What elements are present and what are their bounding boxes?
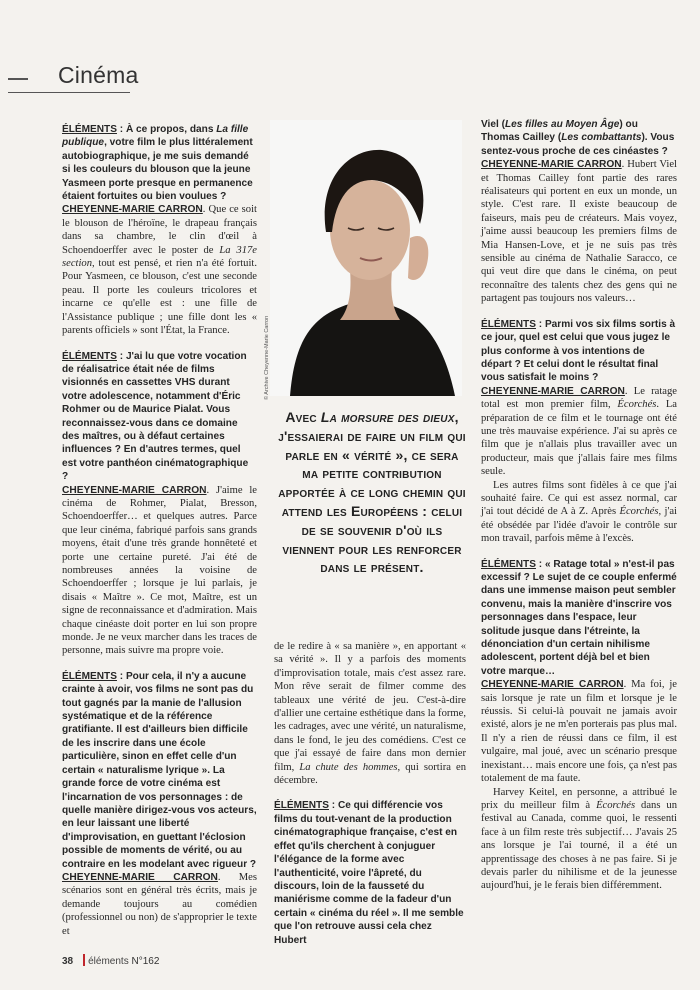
issue-number: N°162	[131, 956, 160, 967]
section-header	[8, 60, 139, 93]
question-3: ÉLÉMENTS : Pour cela, il n'y a aucune crainte à avoir, vos films ne sont pas du tout gagnés par la manie de l'allusion systématique et de la référence gratifiante. Il est d'ailleurs bien difficile de les inscrire dans une école particulière, sinon en effet celle d'un certain « naturalisme lyrique ». La grande force de votre cinéma est l'incarnation de vos personnages : de quelle manière dirigez-vous vos acteurs, en leur laissant une liberté d'improvisation, en guettant l'éclosion possible de moments de vérité, ou au contraire en les modelant avec rigueur ?	[62, 670, 257, 870]
question-5: ÉLÉMENTS : Parmi vos six films sortis à ce jour, quel est celui que vous jugez le plus conforme à vos intentions de départ ? Et celui dont le résultat final vous satisfait le moins ?	[481, 318, 676, 384]
question-1: ÉLÉMENTS : À ce propos, dans La fille publique, votre film le plus littéralement autobiographique, je me suis demandé si les couleurs du blouson que la jeune Yasmeen porte presque en permanence étaient fortuites ou bien voulues ?	[62, 124, 253, 203]
answer-1: CHEYENNE-MARIE CARRON. Que ce soit le blouson de l'héroïne, le drapeau français dans sa chambre, le clin d'œil à Schoendoerffer avec le poster de La 317e section, tout est pensé, et rien n'a été fortuit. Pour Yasmeen, ce blouson, c'est une seconde peau. Il porte les couleurs tricolores et incarne ce qu'elle est : une fille de l'Assistance publique ; une fille dont les « parents officiels » sont l'État, la France.	[62, 204, 257, 337]
header-rule-tick	[8, 78, 28, 80]
answer-5: CHEYENNE-MARIE CARRON. Le ratage total est mon premier film, Écorchés. La préparation de ce film et le tournage ont été une très mauvaise expérience. J'ai su après ce film que je n'allais plus travailler avec un producteur, mais que j'allais faire mes films seule.	[481, 385, 677, 478]
answer-2: CHEYENNE-MARIE CARRON. J'aime le cinéma de Rohmer, Pialat, Bresson, Schoendoerffer… et quelques autres. Parce que leur cinéma, fabriqué parfois sans grands moyens, était d'une très grande honnêteté et porte une certaine pureté. J'ai été de nombreuses années la voisine de Schoendoerffer ; lorsque je lui parlais, je disais « Maître ». Ce mot, Maître, est un signe de reconnaissance et d'admiration. Mais chaque cinéaste doit porter en lui son propre monde. Je ne veux marcher dans les traces de personne, mais suivre ma propre voie.	[62, 484, 257, 657]
answer-5-paragraph-2: Les autres films sont fidèles à ce que j'ai souhaité faire. Ce qui est assez normal, car j'ai tout décidé de A à Z. Après Écorchés, j'ai été obsédée par l'idée d'avoir le contrôle sur mon travail, parfois même à l'excès.	[481, 479, 677, 545]
pull-quote: Avec La morsure des dieux, j'essaierai de faire un film qui parle en « vérité », ce sera ma petite contribution apportée à ce long chemin qui attend les Européens : celui de se souvenir d'où ils viennent pour les renforcer dans le présent.	[278, 409, 466, 576]
photo-credit: © Archive Cheyenne-Marie Carron	[264, 315, 270, 400]
portrait-photo	[270, 120, 462, 396]
question-4: ÉLÉMENTS : Ce qui différencie vos films du tout-venant de la production cinématographique française, c'est en effet qu'ils cherchent à conjuguer l'élégance de la forme avec l'authenticité, voire l'âpreté, du discours, loin de la fausseté du maniérisme comme de la fadeur d'un certain « cinéma du réel ». Il me semble que l'on retrouve aussi cela chez Hubert	[274, 800, 464, 946]
magazine-name: éléments	[88, 956, 129, 967]
column-1	[62, 123, 257, 938]
answer-3-continued: de le redire à « sa manière », en apportant « sa vérité ». Il y a parfois des moments d'improvisation totale, mais c'est assez rare. Mon rêve serait de filmer comme des tableaux une vérité de jeu. C'est-à-dire d'allier une certaine esthétique dans la forme, les cadrages, avec une vérité, un naturalisme, dans le fond, le jeu des comédiens. C'est ce que j'ai essayé de faire dans mon dernier film, La chute des hommes, qui sortira en décembre.	[274, 641, 466, 787]
question-6: ÉLÉMENTS : « Ratage total » n'est-il pas excessif ? Le sujet de ce couple enfermé dans une immense maison peut sembler convenu, mais la manière d'inscrire vos personnages dans l'espace, leur solitude jusque dans l'étreinte, la dénonciation d'un certain nihilisme adolescent, portent déjà bel et bien votre marque…	[481, 558, 677, 677]
footer-accent-bar	[83, 954, 85, 966]
answer-6: CHEYENNE-MARIE CARRON. Ma foi, je sais lorsque je rate un film et lorsque je le réussis. Si celui-là pouvait ne jamais avoir existé, alors je ne m'en porterais pas plus mal. Il n'y a rien de réussi dans ce film, il est vulgaire, mal joué, avec un scénario presque inexistant… mais encore une fois, ça n'est pas totalement de ma faute.	[481, 679, 677, 785]
answer-3: CHEYENNE-MARIE CARRON. Mes scénarios sont en général très écrits, mais je demande toujours au comédien (professionnel ou non) de s'approprier le texte et	[62, 871, 257, 937]
portrait-illustration	[270, 120, 462, 396]
page-number: 38	[62, 956, 74, 967]
column-2	[274, 640, 466, 947]
page-footer	[62, 954, 159, 967]
answer-4: CHEYENNE-MARIE CARRON. Hubert Viel et Thomas Cailley font partie des rares réalisateurs qui portent en eux un monde, un style. C'est rare. Il existe beaucoup de faiseurs, mais peu de créateurs. Mais voyez, j'aime aussi beaucoup les premiers films de Mia Hansen-Love, et je ne suis pas très sensible au cinéma de Nathalie Saracco, ce qui veut dire que dans le cinéma, on peut reconnaître des talents chez des gens qui ne partagent pas toujours nos valeurs…	[481, 159, 677, 305]
answer-6-paragraph-2: Harvey Keitel, en personne, a attribué le prix du meilleur film à Écorchés dans un festival au Canada, comme quoi, le ressenti face à un film reste très subjectif… J'avais 25 ans lorsque je l'ai tourné, il a été un apprentissage des choses à ne pas faire. Si je devais parler du nihilisme et de la jeunesse aujourd'hui, je le ferais bien différemment.	[481, 786, 678, 892]
question-4-continued: Viel (Les filles au Moyen Âge) ou Thomas Cailley (Les combattants). Vous sentez-vous proche de ces cinéastes ?	[481, 119, 675, 157]
column-3	[481, 118, 677, 893]
question-2: ÉLÉMENTS : J'ai lu que votre vocation de réalisatrice était née de films visionnés en cassettes VHS durant votre adolescence, notamment d'Éric Rohmer ou de Maurice Pialat. Vous reconnaissez-vous dans ce domaine des maîtres, ou à défaut certaines influences ? En d'autres termes, quel est votre panthéon cinématographique ?	[62, 350, 249, 483]
section-title: Cinéma	[58, 62, 139, 88]
